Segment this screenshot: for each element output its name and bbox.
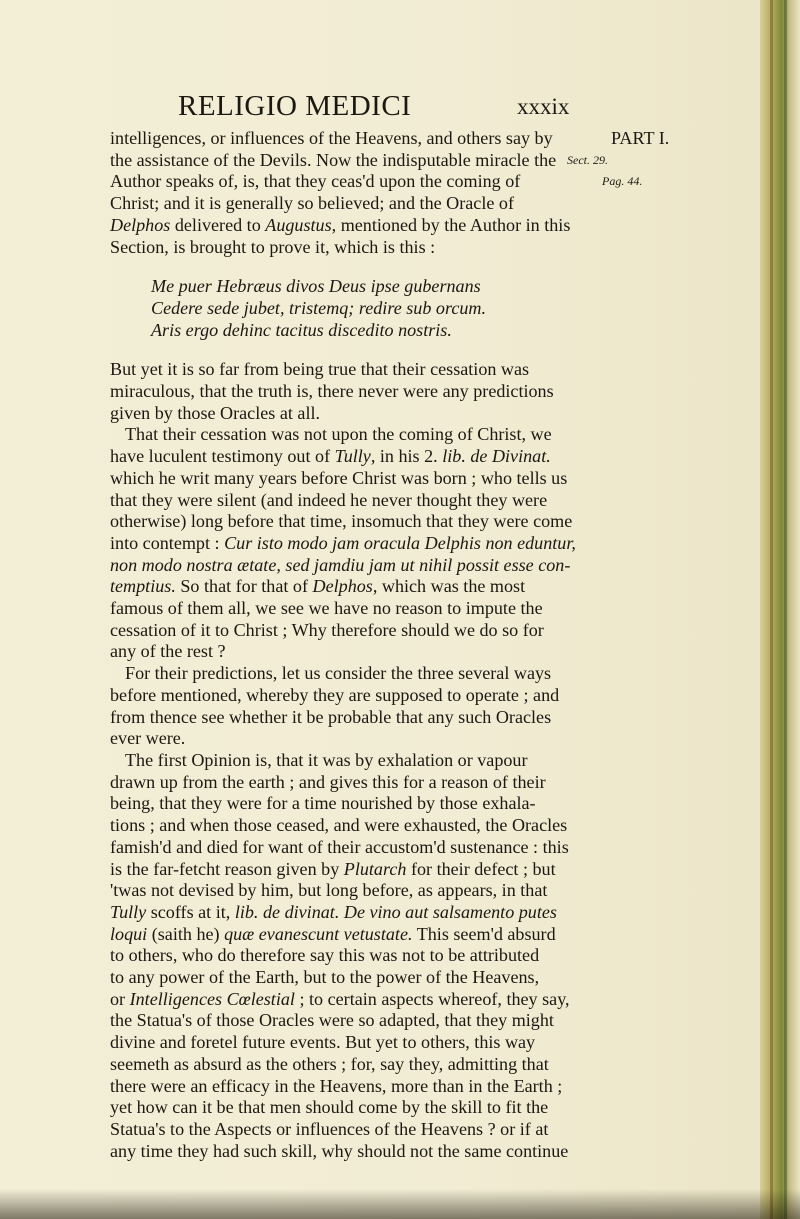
italic-term: Intelligences Cœlestial — [129, 988, 295, 1009]
text-line: 'twas not devised by him, but long before, as appears, in that — [110, 880, 548, 901]
margin-sect: Sect. 29. — [567, 152, 608, 167]
italic-term: Tully — [334, 446, 371, 467]
edge-line — [770, 0, 773, 1219]
text-line: But yet it is so far from being true that their cessation was — [110, 359, 530, 380]
latin-quote: temptius. — [110, 576, 176, 597]
text-line — [110, 989, 658, 1011]
text-line: that they were silent (and indeed he never thought they were — [110, 489, 548, 510]
text-run: into contempt : — [110, 532, 225, 553]
latin-quote: quæ evanescunt vetustate. — [224, 923, 413, 944]
text-line: which he writ many years before Christ was born ; who tells us — [110, 467, 568, 488]
text-line: For their predictions, let us consider the three several ways — [125, 663, 552, 684]
text-line — [110, 555, 658, 577]
text-line — [110, 902, 658, 924]
text-line: any time they had such skill, why should not the same continue — [110, 1140, 569, 1161]
text-line: ever were. — [110, 728, 186, 749]
page-number: xxxix — [517, 94, 570, 119]
italic-term: Delphos — [312, 576, 373, 597]
margin-part: PART I. — [611, 128, 670, 148]
text-line: Christ; and it is generally so believed; and the Oracle of — [110, 193, 514, 214]
italic-term: Augustus — [265, 214, 332, 235]
text-line: That their cessation was not upon the coming of Christ, we — [125, 424, 552, 445]
bottom-shadow — [0, 1189, 800, 1219]
spacer — [110, 341, 658, 359]
text-run: This seem'd absurd — [412, 923, 556, 944]
text-run: for their defect ; but — [406, 858, 556, 879]
text-line — [110, 215, 658, 237]
margin-notes — [565, 128, 675, 193]
text-line: the assistance of the Devils. Now the indisputable miracle the — [110, 149, 557, 170]
latin-quote: loqui — [110, 923, 148, 944]
text-run: delivered to — [170, 214, 266, 235]
latin-quote: non modo nostra ætate, sed jamdiu jam ut nihil possit esse con- — [110, 554, 571, 575]
text-line: intelligences, or influences of the Heavens, and others say by — [110, 128, 553, 148]
text-line: Statua's to the Aspects or influences of the Heavens ? or if at — [110, 1118, 549, 1139]
verse-line: Cedere sede jubet, tristemq; redire sub orcum. — [151, 297, 486, 318]
verse-line: Me puer Hebræus divos Deus ipse gubernans — [151, 276, 481, 297]
text-line: famish'd and died for want of their accustom'd sustenance : this — [110, 836, 569, 857]
text-run: So that for that of — [175, 576, 313, 597]
text-line — [110, 533, 658, 555]
text-line: the Statua's of those Oracles were so adapted, that they might — [110, 1010, 554, 1031]
text-line: tions ; and when those ceased, and were exhausted, the Oracles — [110, 815, 568, 836]
text-run: have luculent testimony out of — [110, 446, 335, 467]
text-line — [110, 924, 658, 946]
italic-term: Plutarch — [343, 858, 407, 879]
italic-term: Tully — [110, 901, 147, 922]
text-line: there were an efficacy in the Heavens, more than in the Earth ; — [110, 1075, 563, 1096]
text-line — [110, 446, 658, 468]
verse-line: Aris ergo dehinc tacitus discedito nostris. — [151, 319, 452, 340]
text-line: to any power of the Earth, but to the power of the Heavens, — [110, 967, 540, 988]
text-run: , which was the most — [372, 576, 526, 597]
text-line: being, that they were for a time nourished by those exhala- — [110, 793, 536, 814]
text-line: any of the rest ? — [110, 641, 226, 662]
body-text — [110, 128, 658, 1162]
text-run: scoffs at it, — [146, 901, 235, 922]
page-header — [0, 90, 760, 124]
text-line: Author speaks of, is, that they ceas'd upon the coming of — [110, 171, 521, 192]
text-line: divine and foretel future events. But yet to others, this way — [110, 1032, 536, 1053]
margin-pag: Pag. 44. — [602, 174, 643, 189]
italic-term: lib. de Divinat. — [442, 446, 551, 467]
text-line: seemeth as absurd as the others ; for, say they, admitting that — [110, 1053, 549, 1074]
text-run: or — [110, 988, 130, 1009]
text-line: to others, who do therefore say this was not to be attributed — [110, 945, 540, 966]
text-line: Section, is brought to prove it, which is this : — [110, 236, 436, 257]
text-line: given by those Oracles at all. — [110, 402, 321, 423]
text-line: before mentioned, whereby they are supposed to operate ; and — [110, 684, 560, 705]
text-line: from thence see whether it be probable that any such Oracles — [110, 706, 552, 727]
edge-line — [784, 0, 787, 1219]
text-line: drawn up from the earth ; and gives this for a reason of their — [110, 771, 546, 792]
text-line: The first Opinion is, that it was by exhalation or vapour — [125, 749, 528, 770]
latin-quote: Cur isto modo jam oracula Delphis non eduntur, — [224, 532, 576, 553]
text-run: (saith he) — [147, 923, 225, 944]
text-line: yet how can it be that men should come by the skill to fit the — [110, 1097, 549, 1118]
italic-term: Delphos — [110, 214, 171, 235]
text-run: , mentioned by the Author in this — [331, 214, 571, 235]
text-line: miraculous, that the truth is, there never were any predictions — [110, 381, 554, 402]
text-line — [110, 859, 658, 881]
spacer — [110, 258, 658, 276]
text-run: , in his 2. — [370, 446, 443, 467]
text-run: ; to certain aspects whereof, they say, — [294, 988, 570, 1009]
running-title: RELIGIO MEDICI — [178, 90, 412, 122]
text-line — [110, 576, 658, 598]
latin-quote: lib. de divinat. De vino aut salsamento putes — [234, 901, 557, 922]
text-line: cessation of it to Christ ; Why therefore should we do so for — [110, 619, 544, 640]
text-line: famous of them all, we see we have no reason to impute the — [110, 598, 543, 619]
page-edge — [760, 0, 800, 1219]
text-line: otherwise) long before that time, insomuch that they were come — [110, 511, 573, 532]
text-run: is the far-fetcht reason given by — [110, 858, 344, 879]
